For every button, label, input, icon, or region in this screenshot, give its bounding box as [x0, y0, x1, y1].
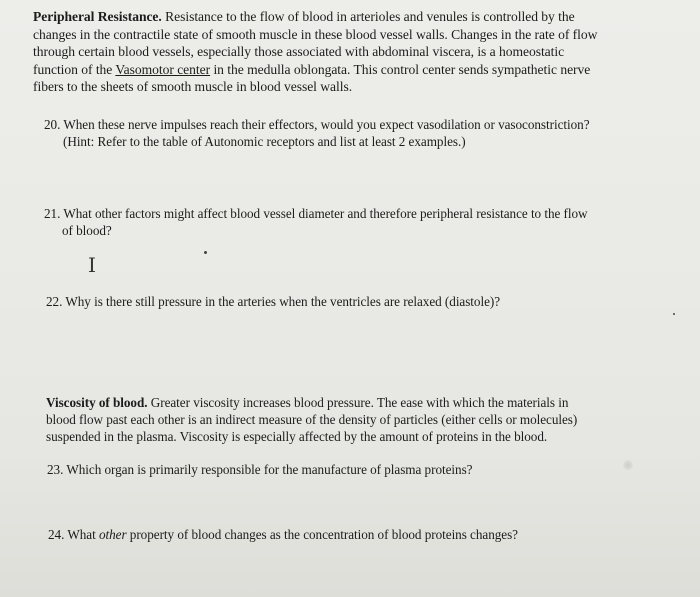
peripheral-line-5: fibers to the sheets of smooth muscle in blood vessel walls. [33, 79, 353, 94]
peripheral-text-1: Resistance to the flow of blood in arterioles and venules is controlled by the [161, 9, 575, 24]
peripheral-resistance-heading: Peripheral Resistance. [33, 9, 162, 24]
peripheral-line-2: changes in the contractile state of smooth muscle in these blood vessel walls. Changes in the rate of flow [33, 26, 598, 42]
question-21-line-2: of blood? [62, 223, 112, 238]
question-24 [48, 526, 688, 543]
peripheral-line-1 [33, 8, 693, 26]
paper-smudge [623, 460, 633, 470]
question-20-line-1: 20. When these nerve impulses reach their effectors, would you expect vasodilation or vasoconstriction? [44, 117, 590, 132]
question-21-line-1: 21. What other factors might affect blood vessel diameter and therefore peripheral resistance to the flow [44, 206, 588, 221]
question-24-text-b: property of blood changes as the concentration of blood proteins changes? [126, 527, 518, 542]
viscosity-text-1: Greater viscosity increases blood pressure. The ease with which the materials in [147, 395, 569, 410]
vasomotor-center-term: Vasomotor center [115, 61, 211, 77]
question-20-hint: (Hint: Refer to the table of Autonomic receptors and list at least 2 examples.) [63, 134, 466, 149]
peripheral-text-4b: in the medulla oblongata. This control center sends sympathetic nerve [210, 61, 591, 77]
question-22 [46, 293, 686, 310]
viscosity-line-2: blood flow past each other is an indirect measure of the density of particles (either cells or molecules) [46, 412, 578, 427]
question-24-emphasis: other [98, 527, 127, 542]
stray-mark-dot [204, 251, 207, 254]
question-23 [47, 461, 687, 478]
peripheral-line-3: through certain blood vessels, especially those associated with abdominal viscera, is a homeostatic [33, 44, 565, 59]
question-21 [44, 205, 694, 239]
question-24-text-a: 24. What [48, 527, 99, 542]
question-20 [44, 116, 694, 150]
question-24-text [48, 526, 688, 543]
text-cursor-icon: I [88, 253, 96, 277]
viscosity-line-1 [46, 394, 691, 411]
question-22-text: 22. Why is there still pressure in the arteries when the ventricles are relaxed (diastole)? [46, 294, 501, 309]
stray-mark-dot-right [673, 313, 675, 315]
question-23-text: 23. Which organ is primarily responsible for the manufacture of plasma proteins? [47, 462, 473, 477]
peripheral-resistance-paragraph [33, 8, 693, 96]
viscosity-line-3: suspended in the plasma. Viscosity is especially affected by the amount of proteins in the blood. [46, 429, 548, 444]
viscosity-paragraph [46, 394, 691, 445]
peripheral-text-4a: function of the [33, 61, 116, 77]
peripheral-line-4 [33, 61, 693, 79]
viscosity-heading: Viscosity of blood. [46, 395, 148, 410]
